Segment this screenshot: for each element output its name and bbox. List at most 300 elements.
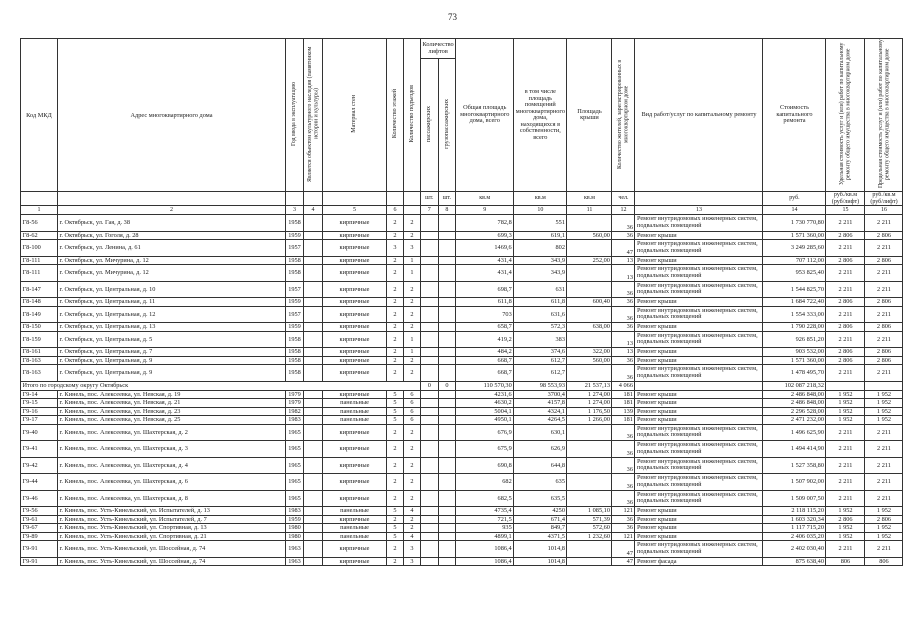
cell-residents: 36 [612, 424, 635, 441]
cell-work-type: Ремонт крыши [635, 298, 763, 307]
cell-code: Г8-100 [21, 240, 58, 257]
header-material: Материал стен [351, 95, 358, 133]
cell-heritage [304, 524, 323, 533]
unit-pcs: шт. [421, 192, 439, 206]
cell-unit-cost: 2 211 [826, 240, 865, 257]
cell-year: 1959 [286, 515, 304, 524]
cell-year: 1959 [286, 298, 304, 307]
cell-max-cost: 2 806 [865, 356, 903, 365]
cell-heritage [304, 298, 323, 307]
cell-code: Г8-149 [21, 306, 58, 323]
cell-heritage [304, 348, 323, 357]
column-number: 16 [865, 206, 903, 215]
cell-work-type: Ремонт крыши [635, 399, 763, 408]
table-row [21, 331, 903, 348]
cell-residents: 13 [612, 348, 635, 357]
cell-owned-area: 4324,1 [514, 407, 567, 416]
total-lifts-cargo: 0 [438, 381, 456, 390]
cell-floors: 5 [387, 399, 404, 408]
cell-year: 1965 [286, 457, 304, 474]
cell-lifts-passenger [421, 348, 439, 357]
cell-cost: 1 527 358,80 [763, 457, 826, 474]
table-row [21, 457, 903, 474]
cell-owned-area: 635 [514, 474, 567, 491]
cell-owned-area: 626,9 [514, 441, 567, 458]
cell-floors: 2 [387, 490, 404, 507]
table-row [21, 265, 903, 282]
cell-lifts-passenger [421, 507, 439, 516]
cell-total-area: 1086,4 [456, 557, 514, 566]
cell-cost: 1 571 360,00 [763, 231, 826, 240]
cell-heritage [304, 306, 323, 323]
cell-owned-area: 343,9 [514, 265, 567, 282]
cell-work-type: Ремонт внутридомовых инженерных систем, подвальных помещений [635, 457, 763, 474]
cell-owned-area: 612,7 [514, 356, 567, 365]
cell-unit-cost: 2 806 [826, 298, 865, 307]
cell-code: Г8-111 [21, 265, 58, 282]
cell-floors: 2 [387, 323, 404, 332]
header-lifts-cargo: грузопассажирских [443, 99, 450, 149]
cell-code: Г9-42 [21, 457, 58, 474]
cell-heritage [304, 256, 323, 265]
cell-lifts-cargo [438, 399, 456, 408]
cell-lifts-cargo [438, 416, 456, 425]
cell-residents: 13 [612, 265, 635, 282]
cell-lifts-passenger [421, 515, 439, 524]
table-row [21, 416, 903, 425]
cell-residents: 36 [612, 490, 635, 507]
cell-heritage [304, 407, 323, 416]
column-number: 11 [567, 206, 612, 215]
cell-address: г. Кинель, пос. Усть-Кинельский, ул. Спортивная, д. 21 [58, 532, 286, 541]
cell-address: г. Октябрьск, ул. Центральная, д. 12 [58, 306, 286, 323]
cell-work-type: Ремонт крыши [635, 390, 763, 399]
cell-max-cost: 2 806 [865, 231, 903, 240]
cell-lifts-cargo [438, 557, 456, 566]
table-row [21, 323, 903, 332]
cell-floors: 5 [387, 390, 404, 399]
cell-residents: 36 [612, 474, 635, 491]
table-row [21, 231, 903, 240]
cell-heritage [304, 365, 323, 382]
header-address: Адрес многоквартирного дома [58, 39, 286, 192]
cell-cost: 1 684 722,40 [763, 298, 826, 307]
cell-lifts-passenger [421, 441, 439, 458]
cell-year: 1965 [286, 424, 304, 441]
cell-address: г. Октябрьск, ул. Центральная, д. 9 [58, 356, 286, 365]
header-cost: Стоимость капитального ремонта [763, 39, 826, 192]
column-number: 2 [58, 206, 286, 215]
cell-floors: 2 [387, 331, 404, 348]
cell-unit-cost: 2 211 [826, 281, 865, 298]
cell-roof-area [567, 281, 612, 298]
cell-entrances: 2 [404, 215, 421, 232]
cell-lifts-passenger [421, 399, 439, 408]
header-entrances: Количество подъездов [408, 85, 415, 143]
cell-cost: 1 730 770,80 [763, 215, 826, 232]
cell-roof-area [567, 457, 612, 474]
cell-entrances: 2 [404, 298, 421, 307]
total-lifts-passenger: 0 [421, 381, 439, 390]
cell-entrances: 3 [404, 541, 421, 558]
cell-entrances: 3 [404, 240, 421, 257]
cell-material: кирпичные [323, 331, 387, 348]
cell-residents: 36 [612, 515, 635, 524]
cell-material: кирпичные [323, 215, 387, 232]
cell-heritage [304, 265, 323, 282]
column-number: 1 [21, 206, 58, 215]
cell-unit-cost: 2 211 [826, 424, 865, 441]
cell-year: 1959 [286, 231, 304, 240]
cell-address: г. Кинель, пос. Алексеевка, ул. Шахтерская, д. 4 [58, 457, 286, 474]
cell-residents: 36 [612, 231, 635, 240]
cell-residents: 47 [612, 557, 635, 566]
cell-code: Г9-44 [21, 474, 58, 491]
cell-work-type: Ремонт внутридомовых инженерных систем, подвальных помещений [635, 306, 763, 323]
table-row [21, 215, 903, 232]
cell-lifts-cargo [438, 424, 456, 441]
cell-code: Г8-163 [21, 365, 58, 382]
cell-max-cost: 2 211 [865, 424, 903, 441]
cell-unit-cost: 2 211 [826, 541, 865, 558]
cell-material: панельные [323, 507, 387, 516]
cell-unit-cost: 2 211 [826, 265, 865, 282]
cell-owned-area: 644,8 [514, 457, 567, 474]
cell-cost: 875 638,40 [763, 557, 826, 566]
cell-floors: 2 [387, 298, 404, 307]
cell-max-cost: 2 806 [865, 515, 903, 524]
cell-year: 1959 [286, 323, 304, 332]
cell-year: 1979 [286, 399, 304, 408]
cell-total-area: 699,3 [456, 231, 514, 240]
cell-residents: 47 [612, 541, 635, 558]
header-lifts-passenger: пассажирских [426, 105, 433, 143]
cell-work-type: Ремонт внутридомовых инженерных систем, подвальных помещений [635, 281, 763, 298]
table-row [21, 507, 903, 516]
cell-lifts-cargo [438, 474, 456, 491]
cell-unit-cost: 2 806 [826, 515, 865, 524]
cell-work-type: Ремонт внутридомовых инженерных систем, подвальных помещений [635, 474, 763, 491]
cell-unit-cost: 2 211 [826, 474, 865, 491]
cell-code: Г9-14 [21, 390, 58, 399]
cell-lifts-cargo [438, 348, 456, 357]
cell-lifts-cargo [438, 356, 456, 365]
cell-work-type: Ремонт внутридомовых инженерных систем, подвальных помещений [635, 490, 763, 507]
cell-cost: 2 406 035,20 [763, 532, 826, 541]
cell-residents: 36 [612, 365, 635, 382]
cell-total-area: 4231,6 [456, 390, 514, 399]
cell-unit-cost: 2 806 [826, 323, 865, 332]
cell-work-type: Ремонт крыши [635, 231, 763, 240]
cell-owned-area: 612,7 [514, 365, 567, 382]
column-number [404, 206, 421, 215]
cell-address: г. Кинель, пос. Алексеевка, ул. Шахтерская, д. 8 [58, 490, 286, 507]
cell-heritage [304, 441, 323, 458]
cell-lifts-cargo [438, 281, 456, 298]
cell-entrances: 2 [404, 323, 421, 332]
cell-residents: 36 [612, 441, 635, 458]
cell-lifts-cargo [438, 331, 456, 348]
cell-heritage [304, 240, 323, 257]
column-number: 4 [304, 206, 323, 215]
cell-material: кирпичные [323, 424, 387, 441]
cell-total-area: 484,2 [456, 348, 514, 357]
cell-lifts-passenger [421, 474, 439, 491]
column-number: 15 [826, 206, 865, 215]
cell-lifts-cargo [438, 532, 456, 541]
cell-material: панельные [323, 399, 387, 408]
cell-address: г. Октябрьск, ул. Центральная, д. 7 [58, 348, 286, 357]
cell-address: г. Кинель, пос. Усть-Кинельский, ул. Испытателей, д. 13 [58, 507, 286, 516]
cell-year: 1965 [286, 490, 304, 507]
cell-roof-area: 1 274,00 [567, 399, 612, 408]
cell-address: г. Кинель, пос. Алексеевка, ул. Невская, д. 25 [58, 416, 286, 425]
cell-lifts-cargo [438, 240, 456, 257]
cell-lifts-passenger [421, 298, 439, 307]
cell-address: г. Октябрьск, ул. Ленина, д. 61 [58, 240, 286, 257]
cell-owned-area: 1014,8 [514, 541, 567, 558]
cell-year: 1958 [286, 331, 304, 348]
cell-year: 1957 [286, 240, 304, 257]
cell-lifts-passenger [421, 265, 439, 282]
cell-heritage [304, 457, 323, 474]
cell-material: кирпичные [323, 348, 387, 357]
cell-lifts-cargo [438, 441, 456, 458]
cell-address: г. Кинель, пос. Усть-Кинельский, ул. Испытателей, д. 7 [58, 515, 286, 524]
cell-year: 1979 [286, 390, 304, 399]
cell-unit-cost: 1 952 [826, 524, 865, 533]
table-row [21, 441, 903, 458]
cell-unit-cost: 1 952 [826, 532, 865, 541]
cell-roof-area: 572,60 [567, 524, 612, 533]
cell-address: г. Октябрьск, ул. Центральная, д. 9 [58, 365, 286, 382]
cell-year: 1958 [286, 256, 304, 265]
cell-cost: 1 544 825,70 [763, 281, 826, 298]
cell-work-type: Ремонт крыши [635, 524, 763, 533]
cell-floors: 2 [387, 265, 404, 282]
cell-heritage [304, 557, 323, 566]
cell-address: г. Кинель, пос. Алексеевка, ул. Шахтерская, д. 3 [58, 441, 286, 458]
cell-material: кирпичные [323, 323, 387, 332]
cell-max-cost: 2 211 [865, 265, 903, 282]
cell-code: Г9-91 [21, 557, 58, 566]
cell-lifts-cargo [438, 457, 456, 474]
capital-repair-table [20, 38, 903, 566]
cell-floors: 2 [387, 457, 404, 474]
cell-floors: 2 [387, 215, 404, 232]
cell-lifts-passenger [421, 557, 439, 566]
cell-work-type: Ремонт внутридомовых инженерных систем, подвальных помещений [635, 265, 763, 282]
table-row [21, 256, 903, 265]
cell-roof-area: 1 266,00 [567, 416, 612, 425]
cell-entrances: 2 [404, 424, 421, 441]
cell-unit-cost: 2 806 [826, 256, 865, 265]
cell-cost: 1 496 625,90 [763, 424, 826, 441]
cell-roof-area: 322,00 [567, 348, 612, 357]
table-row [21, 356, 903, 365]
cell-address: г. Октябрьск, ул. Центральная, д. 5 [58, 331, 286, 348]
cell-lifts-cargo [438, 265, 456, 282]
cell-max-cost: 2 806 [865, 348, 903, 357]
cell-unit-cost: 2 211 [826, 215, 865, 232]
header-heritage: Является объектом культурного наследия (памятником истории и культуры) [306, 46, 319, 182]
cell-cost: 3 249 285,60 [763, 240, 826, 257]
cell-owned-area: 631 [514, 281, 567, 298]
cell-material: кирпичные [323, 541, 387, 558]
cell-material: кирпичные [323, 298, 387, 307]
cell-address: г. Октябрьск, ул. Гая, д. 38 [58, 215, 286, 232]
cell-max-cost: 2 211 [865, 306, 903, 323]
cell-year: 1980 [286, 524, 304, 533]
table-row [21, 541, 903, 558]
cell-max-cost: 2 211 [865, 331, 903, 348]
cell-total-area: 721,5 [456, 515, 514, 524]
column-number: 6 [387, 206, 404, 215]
column-number: 12 [612, 206, 635, 215]
cell-work-type: Ремонт крыши [635, 515, 763, 524]
cell-entrances: 2 [404, 356, 421, 365]
cell-roof-area: 1 085,10 [567, 507, 612, 516]
cell-floors: 2 [387, 365, 404, 382]
cell-lifts-cargo [438, 323, 456, 332]
cell-address: г. Октябрьск, ул. Центральная, д. 13 [58, 323, 286, 332]
cell-floors: 2 [387, 348, 404, 357]
cell-unit-cost: 1 952 [826, 507, 865, 516]
cell-cost: 1 571 360,00 [763, 356, 826, 365]
header-max-cost: Предельная стоимость услуг и (или) работ по капитальному ремонту общего имущества в многоквартирном доме [877, 39, 890, 189]
cell-material: кирпичные [323, 457, 387, 474]
cell-owned-area: 572,3 [514, 323, 567, 332]
cell-owned-area: 849,7 [514, 524, 567, 533]
total-residents: 4 066 [612, 381, 635, 390]
cell-unit-cost: 1 952 [826, 390, 865, 399]
cell-work-type: Ремонт внутридомовых инженерных систем, подвальных помещений [635, 424, 763, 441]
cell-roof-area [567, 306, 612, 323]
cell-address: г. Кинель, пос. Алексеевка, ул. Невская, д. 23 [58, 407, 286, 416]
cell-heritage [304, 231, 323, 240]
cell-lifts-cargo [438, 306, 456, 323]
cell-heritage [304, 515, 323, 524]
cell-code: Г9-61 [21, 515, 58, 524]
cell-total-area: 675,9 [456, 441, 514, 458]
cell-heritage [304, 424, 323, 441]
cell-year: 1957 [286, 281, 304, 298]
column-number: 14 [763, 206, 826, 215]
cell-owned-area: 619,1 [514, 231, 567, 240]
cell-entrances: 2 [404, 365, 421, 382]
table-row [21, 348, 903, 357]
cell-year: 1983 [286, 416, 304, 425]
cell-heritage [304, 323, 323, 332]
cell-unit-cost: 2 211 [826, 331, 865, 348]
cell-lifts-cargo [438, 541, 456, 558]
table-row [21, 281, 903, 298]
cell-work-type: Ремонт крыши [635, 416, 763, 425]
table-row [21, 240, 903, 257]
cell-owned-area: 343,9 [514, 256, 567, 265]
cell-unit-cost: 1 952 [826, 407, 865, 416]
cell-code: Г8-111 [21, 256, 58, 265]
cell-max-cost: 2 211 [865, 281, 903, 298]
cell-owned-area: 4157,8 [514, 399, 567, 408]
cell-lifts-passenger [421, 416, 439, 425]
cell-lifts-cargo [438, 507, 456, 516]
header-work-type: Вид работ/услуг по капитальному ремонту [635, 39, 763, 192]
table-row [21, 474, 903, 491]
cell-entrances: 1 [404, 348, 421, 357]
cell-total-area: 703 [456, 306, 514, 323]
cell-entrances: 6 [404, 390, 421, 399]
cell-year: 1958 [286, 356, 304, 365]
cell-roof-area: 560,00 [567, 231, 612, 240]
cell-entrances: 2 [404, 490, 421, 507]
header-floors: Количество этажей [391, 89, 398, 139]
table-row [21, 306, 903, 323]
cell-cost: 2 486 848,00 [763, 399, 826, 408]
cell-total-area: 782,8 [456, 215, 514, 232]
cell-entrances: 2 [404, 457, 421, 474]
cell-max-cost: 2 211 [865, 441, 903, 458]
cell-max-cost: 1 952 [865, 390, 903, 399]
unit-rub-sqm: руб./кв.м (руб/лифт) [826, 192, 865, 206]
cell-max-cost: 2 806 [865, 298, 903, 307]
cell-lifts-passenger [421, 215, 439, 232]
cell-residents: 181 [612, 390, 635, 399]
cell-residents: 121 [612, 532, 635, 541]
cell-residents: 36 [612, 281, 635, 298]
cell-owned-area: 630,1 [514, 424, 567, 441]
cell-code: Г8-159 [21, 331, 58, 348]
cell-year: 1963 [286, 557, 304, 566]
cell-total-area: 1469,6 [456, 240, 514, 257]
total-label: Итого по городскому округу Октябрьск [21, 381, 421, 390]
cell-address: г. Октябрьск, ул. Мичурина, д. 12 [58, 265, 286, 282]
cell-total-area: 1086,4 [456, 541, 514, 558]
total-row [21, 381, 903, 390]
cell-max-cost: 2 211 [865, 457, 903, 474]
table-row [21, 407, 903, 416]
cell-year: 1958 [286, 348, 304, 357]
cell-residents: 36 [612, 356, 635, 365]
cell-lifts-cargo [438, 407, 456, 416]
total-owned-area: 98 553,93 [514, 381, 567, 390]
cell-year: 1980 [286, 532, 304, 541]
header-lifts: Количество лифтов [421, 39, 456, 59]
cell-material: панельные [323, 416, 387, 425]
cell-lifts-cargo [438, 215, 456, 232]
header-residents: Количество жителей, зарегистрированных в многоквартирном доме [617, 59, 630, 169]
cell-owned-area: 3700,4 [514, 390, 567, 399]
cell-work-type: Ремонт внутридомовых инженерных систем, подвальных помещений [635, 441, 763, 458]
cell-total-area: 431,4 [456, 256, 514, 265]
cell-residents: 36 [612, 306, 635, 323]
cell-address: г. Кинель, пос. Алексеевка, ул. Невская, д. 21 [58, 399, 286, 408]
cell-material: кирпичные [323, 356, 387, 365]
cell-roof-area [567, 215, 612, 232]
cell-entrances: 1 [404, 265, 421, 282]
cell-max-cost: 2 806 [865, 256, 903, 265]
cell-roof-area [567, 541, 612, 558]
cell-address: г. Октябрьск, ул. Центральная, д. 11 [58, 298, 286, 307]
cell-work-type: Ремонт крыши [635, 323, 763, 332]
cell-lifts-cargo [438, 256, 456, 265]
cell-roof-area: 1 274,00 [567, 390, 612, 399]
cell-material: кирпичные [323, 390, 387, 399]
cell-roof-area: 560,00 [567, 356, 612, 365]
cell-entrances: 6 [404, 416, 421, 425]
cell-material: кирпичные [323, 490, 387, 507]
cell-total-area: 431,4 [456, 265, 514, 282]
